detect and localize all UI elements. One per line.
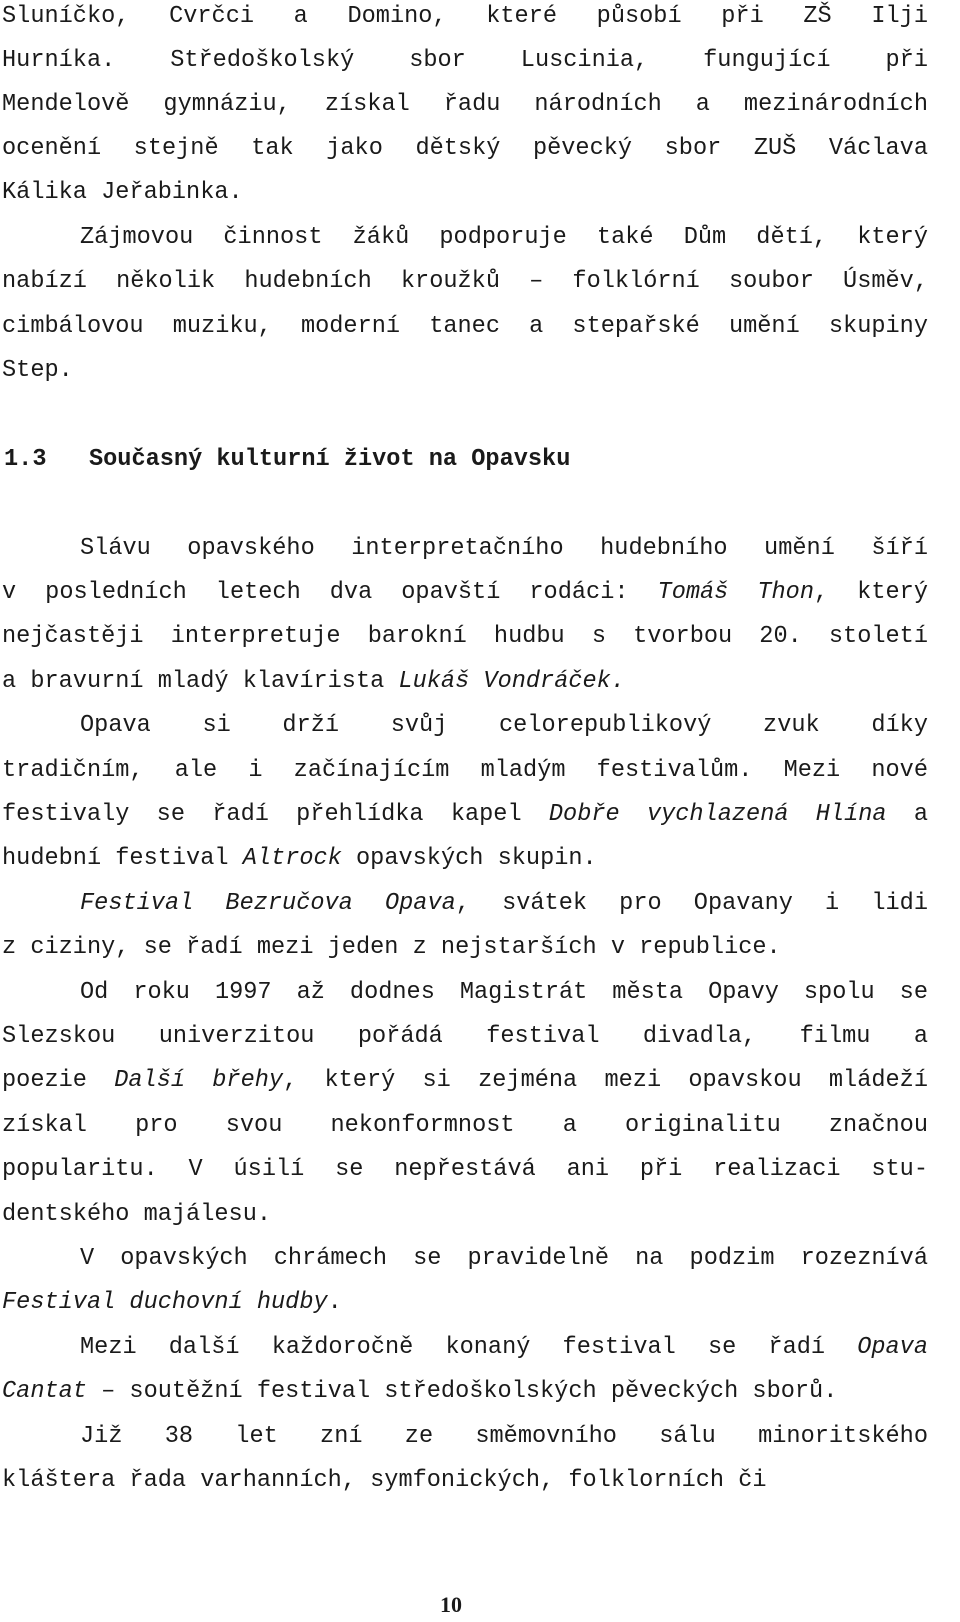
text-line: kláštera řada varhanních, symfonických, folklorních či xyxy=(2,1467,767,1494)
text-segment: , svátek pro Opavany i lidi xyxy=(455,890,928,917)
text-line xyxy=(2,800,928,830)
text-line: Od roku 1997 až dodnes Magistrát města Opavy spolu se xyxy=(80,979,928,1006)
section-title: Současný kulturní život na Opavsku xyxy=(88,446,571,473)
text-line: Kálika Jeřabinka. xyxy=(2,179,243,206)
text-line xyxy=(2,578,928,608)
text-line: Již 38 let zní ze směmovního sálu minoritského xyxy=(80,1423,928,1450)
page-number: 10 xyxy=(440,1592,462,1617)
text-line: popularitu. V úsilí se nepřestává ani při realizaci stu- xyxy=(2,1156,928,1183)
text-line xyxy=(2,1066,928,1096)
text-segment: festivaly se řadí přehlídka kapel xyxy=(2,801,522,828)
text-segment: . xyxy=(327,1289,342,1316)
text-line xyxy=(2,667,928,697)
text-line: tradičním, ale i začínajícím mladým festivalům. Mezi nové xyxy=(2,757,928,784)
text-line: dentského majálesu. xyxy=(2,1201,272,1228)
emphasis-name: Tomáš Thon xyxy=(657,579,814,606)
text-line: získal pro svou nekonformnost a originalitu značnou xyxy=(2,1112,928,1139)
text-line: nabízí několik hudebních kroužků – folklórní soubor Úsměv, xyxy=(2,268,928,295)
text-line xyxy=(2,1288,928,1318)
section-heading xyxy=(4,445,570,475)
text-segment: hudební festival xyxy=(2,845,229,872)
text-line: V opavských chrámech se pravidelně na podzim rozeznívá xyxy=(80,1245,928,1272)
text-segment: , který si zejména mezi opavskou mládeží xyxy=(283,1067,928,1094)
text-segment: v posledních letech dva opavští rodáci: xyxy=(2,579,629,606)
text-line: nejčastěji interpretuje barokní hudbu s tvorbou 20. století xyxy=(2,623,928,650)
text-line: Zájmovou činnost žáků podporuje také Dům dětí, který xyxy=(80,224,928,251)
text-line xyxy=(2,1377,928,1407)
emphasis-name: Altrock xyxy=(242,845,342,872)
text-line: Step. xyxy=(2,357,73,384)
text-line: Mendelově gymnáziu, získal řadu národních a mezinárodních xyxy=(2,91,928,118)
emphasis-name: Festival duchovní hudby xyxy=(2,1289,328,1316)
text-line: Hurníka. Středoškolský sbor Luscinia, fungující při xyxy=(2,47,928,74)
emphasis-name: Cantat xyxy=(2,1378,87,1405)
text-segment: a xyxy=(886,801,928,828)
text-line xyxy=(80,889,928,919)
text-line: Slezskou univerzitou pořádá festival divadla, filmu a xyxy=(2,1023,928,1050)
text-line: cimbálovou muziku, moderní tanec a stepařské umění skupiny xyxy=(2,313,928,340)
emphasis-name: Dobře vychlazená Hlína xyxy=(548,801,887,828)
text-line: ocenění stejně tak jako dětský pěvecký sbor ZUŠ Václava xyxy=(2,135,928,162)
text-line: z ciziny, se řadí mezi jeden z nejstarších v republice. xyxy=(2,934,781,961)
text-segment: – soutěžní festival středoškolských pěveckých sborů. xyxy=(86,1378,838,1405)
emphasis-name: Festival Bezručova Opava xyxy=(80,890,456,917)
text-segment: opavských skupin. xyxy=(341,845,597,872)
text-line xyxy=(2,844,928,874)
emphasis-name: Další břehy xyxy=(114,1067,284,1094)
text-line: Slávu opavského interpretačního hudebního umění šíří xyxy=(80,535,928,562)
text-line xyxy=(80,1333,928,1363)
text-segment: poezie xyxy=(2,1067,87,1094)
emphasis-name: Opava xyxy=(857,1334,928,1361)
text-segment: , který xyxy=(814,579,928,606)
text-line: Opava si drží svůj celorepublikový zvuk díky xyxy=(80,712,928,739)
text-line: Sluníčko, Cvrčci a Domino, které působí při ZŠ Ilji xyxy=(2,3,928,30)
text-segment: Mezi další každoročně konaný festival se řadí xyxy=(80,1334,826,1361)
text-segment: a bravurní mladý klavírista xyxy=(2,668,385,695)
emphasis-name: Lukáš Vondráček. xyxy=(398,668,625,695)
section-number: 1.3 xyxy=(4,446,47,473)
